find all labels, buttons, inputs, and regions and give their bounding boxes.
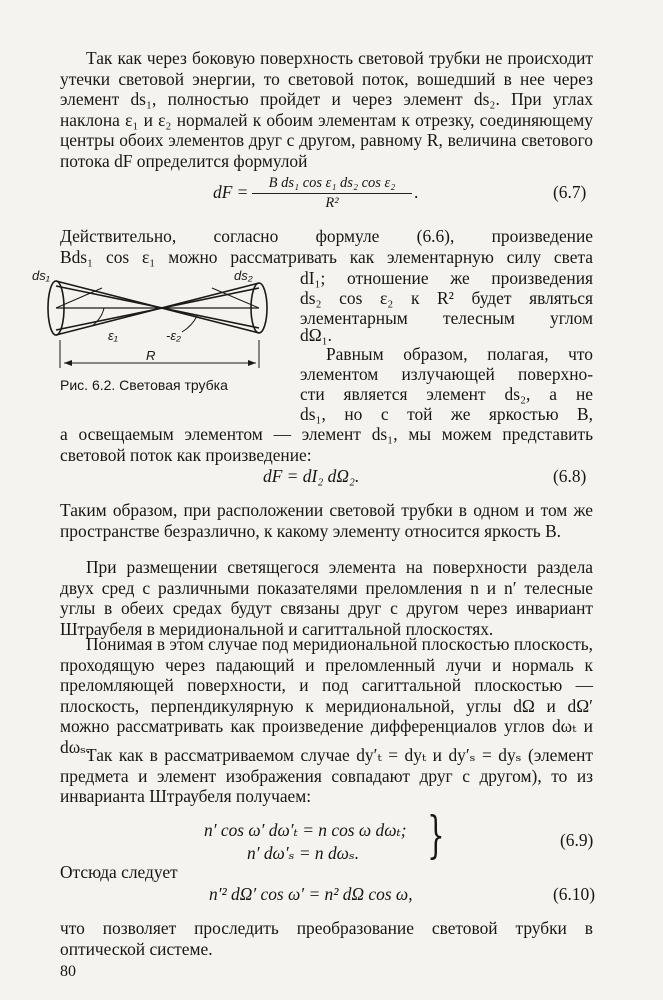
side-text-8 <box>300 404 593 425</box>
equation-6-7-number: (6.7) <box>553 182 587 202</box>
arrow-head <box>248 360 256 366</box>
equation-6-10-number: (6.10) <box>553 884 596 904</box>
label-ds2: ds₂ <box>234 268 253 283</box>
angle-arc <box>182 316 197 332</box>
equation-6-9-number: (6.9) <box>560 830 594 850</box>
side-text-7 <box>300 384 593 405</box>
paragraph-indeed-line2 <box>60 247 593 268</box>
text-line: Равным образом, полагая, что <box>326 344 593 364</box>
side-text-2 <box>300 288 593 309</box>
text-line: сти является элемент ds₂, а не <box>300 384 593 404</box>
paragraph-invariant: Так как в рассматриваемом случае dy′ₜ = dyₜ и dy′ₛ = dyₛ (элемент предмета и элемент изображения совпадают друг с другом), то из инварианта Штраубеля получаем: <box>60 745 593 806</box>
page-number: 80 <box>60 963 76 980</box>
equation-6-8-number: (6.8) <box>553 466 587 486</box>
equation-6-7-lhs: dF = <box>213 182 249 202</box>
equation-6-10: n′² dΩ′ cos ω′ = n² dΩ cos ω, <box>209 884 413 904</box>
paragraph-illuminated: а освещаемым элементом — элемент ds₁, мы можем представить световой поток как произведение: <box>60 424 593 465</box>
label-eps1: ε₁ <box>108 328 118 343</box>
paragraph-indeed-line1 <box>60 226 593 247</box>
text-line: dI₁; отношение же произведения <box>300 268 593 288</box>
label-ds1: ds₁ <box>32 268 50 283</box>
side-text-5 <box>326 344 593 365</box>
figure-caption: Рис. 6.2. Световая трубка <box>60 377 228 393</box>
ray-line <box>56 286 259 328</box>
side-text-1 <box>300 268 593 289</box>
paragraph-meridional: Понимая в этом случае под меридиональной плоскостью плоскость, проходящую через падающий и преломленный лучи и нормаль к преломляющей поверхности, и под сагиттальной плоскостью — плоскость, перпендикулярную к меридиональной, углы dΩ и dΩ′ можно рассматривать как произведение дифференциалов углов dωₜ и dωₛ. <box>60 634 593 757</box>
side-text-6 <box>300 364 593 385</box>
paragraph-trace: что позволяет проследить преобразование световой трубки в оптической системе. <box>60 918 593 959</box>
equation-6-7-dot: . <box>414 182 419 202</box>
label-eps2: -ε₂ <box>166 328 181 343</box>
text-line: ds₂ cos ε₂ к R² будет являться <box>300 288 593 308</box>
text-line: Bds₁ cos ε₁ можно рассматривать как элементарную силу света <box>60 247 593 267</box>
paragraph-thus: Таким образом, при расположении световой трубки в одном и том же пространстве безразлично, к какому элементу относится яркость B. <box>60 500 593 541</box>
text-hence: Отсюда следует <box>60 862 178 882</box>
equation-6-7-numerator: B ds₁ cos ε₁ ds₂ cos ε₂ <box>252 175 412 194</box>
equation-6-7-denominator: R² <box>325 195 339 211</box>
equation-6-8: dF = dI₂ dΩ₂. <box>263 466 360 486</box>
equation-6-9-line2: n′ dω′ₛ = n dωₛ. <box>247 843 360 863</box>
side-text-4 <box>300 325 593 346</box>
paragraph-interface: При размещении светящегося элемента на поверхности раздела двух сред с различными показателями преломления n и n′ телесные углы в обеих средах будут связаны друг с другом через инвариант Штраубеля в меридиональной и сагиттальной плоскостях. <box>60 557 593 639</box>
text-line: dΩ₁. <box>300 325 333 345</box>
paragraph-light-flux: Так как через боковую поверхность световой трубки не происходит утечки световой энергии, то световой поток, вошедший в нее через элемент ds₁, полностью пройдет и через элемент ds₂. При углах наклона ε₁ и ε₂ нормалей к обоим элементам к отрезку, соединяющему центры обоих элементов друг с другом, равному R, величина светового потока dF определится формулой <box>60 48 593 171</box>
text-line: элементом излучающей поверхно- <box>300 364 593 384</box>
equation-6-7-fraction <box>252 175 412 211</box>
text-line: Действительно, согласно формуле (6.6), произведение <box>60 226 593 246</box>
light-tube-figure <box>22 268 282 373</box>
text-line: элементарным телесным углом <box>300 308 593 328</box>
label-R: R <box>146 348 156 363</box>
equation-brace: } <box>427 806 445 864</box>
equation-6-9-line1: n′ cos ω′ dω′ₜ = n cos ω dωₜ; <box>204 820 407 840</box>
text-line: ds₁, но с той же яркостью B, <box>300 404 593 424</box>
arrow-head <box>64 360 72 366</box>
